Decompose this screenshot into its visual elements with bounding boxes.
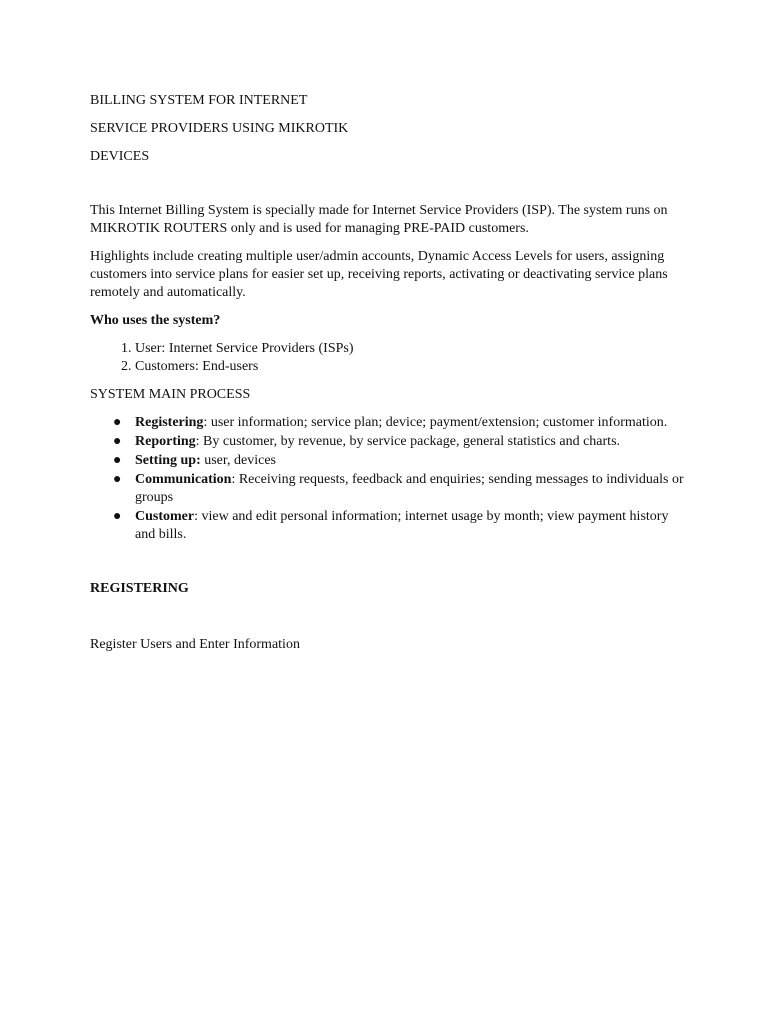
list-item-term: Communication [135,472,232,487]
list-item-term: Reporting [135,434,196,449]
who-uses-heading: Who uses the system? [90,313,221,328]
main-process-list [90,414,690,544]
highlights-paragraph: Highlights include creating multiple user/admin accounts, Dynamic Access Levels for users, assigning customers into service plans for easier set up, receiving reports, activating or deactivating service plans remotely and automatically. [90,249,668,300]
list-item-term: Registering [135,415,204,430]
list-item-text: : Receiving requests, feedback and enquiries; sending messages to individuals or groups [135,472,684,505]
title-line-3: DEVICES [90,149,150,164]
registering-heading: REGISTERING [90,581,189,596]
list-item: 2. Customers: End-users [135,358,690,376]
bullet-icon: ● [113,434,122,449]
list-item-term: Setting up: [135,453,201,468]
document-body [90,92,690,654]
list-item [113,414,690,432]
list-item-text: user, devices [200,453,276,468]
bullet-icon: ● [113,472,122,487]
list-item: 1. User: Internet Service Providers (ISPs) [135,340,690,358]
title-line-1: BILLING SYSTEM FOR INTERNET [90,93,308,108]
list-item-term: Customer [135,509,195,524]
list-item [113,452,690,470]
list-item [113,433,690,451]
list-item [113,508,690,544]
bullet-icon: ● [113,415,122,430]
main-process-heading: SYSTEM MAIN PROCESS [90,387,251,402]
list-item-text: : user information; service plan; device; payment/extension; customer information. [203,415,668,430]
list-item-text: : view and edit personal information; internet usage by month; view payment history and bills. [135,509,669,542]
who-uses-list [90,340,690,376]
list-item-text: : By customer, by revenue, by service package, general statistics and charts. [195,434,621,449]
document-title [90,92,690,166]
title-line-2: SERVICE PROVIDERS USING MIKROTIK [90,121,349,136]
intro-paragraph: This Internet Billing System is specially made for Internet Service Providers (ISP). The system runs on MIKROTIK ROUTERS only and is used for managing PRE-PAID customers. [90,203,668,236]
registering-subheading: Register Users and Enter Information [90,637,300,652]
bullet-icon: ● [113,453,122,468]
bullet-icon: ● [113,509,122,524]
list-item [113,471,690,507]
